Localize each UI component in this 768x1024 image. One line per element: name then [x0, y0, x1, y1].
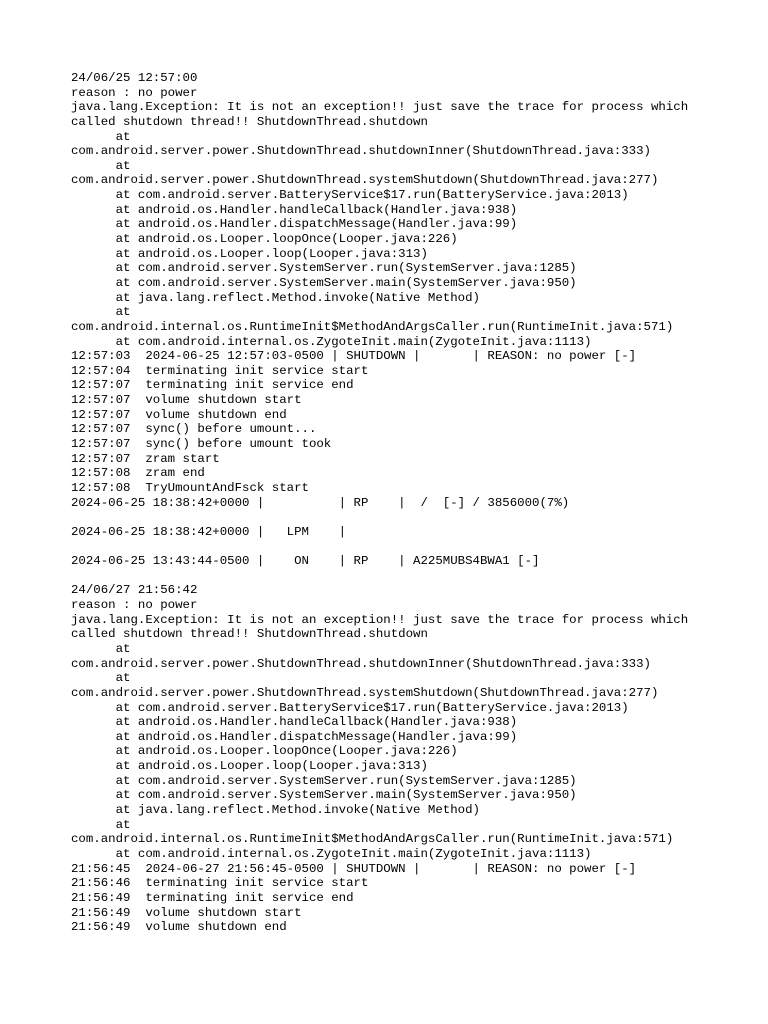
- log-line: at com.android.server.SystemServer.main(SystemServer.java:950): [71, 275, 577, 290]
- log-line: 12:57:07 terminating init service end: [71, 378, 354, 393]
- log-line: com.android.internal.os.RuntimeInit$MethodAndArgsCaller.run(RuntimeInit.java:571): [71, 832, 674, 847]
- log-line: 12:57:07 sync() before umount...: [71, 422, 317, 437]
- log-line: 21:56:49 volume shutdown end: [71, 920, 287, 935]
- log-line: at android.os.Handler.dispatchMessage(Handler.java:99): [71, 729, 518, 744]
- log-line: at com.android.server.SystemServer.run(SystemServer.java:1285): [71, 773, 577, 788]
- log-text: [71, 71, 761, 935]
- log-line: 12:57:07 zram start: [71, 451, 220, 466]
- log-line: 12:57:07 volume shutdown end: [71, 407, 287, 422]
- log-line: com.android.server.power.ShutdownThread.shutdownInner(ShutdownThread.java:333): [71, 144, 651, 159]
- log-line: 12:57:03 2024-06-25 12:57:03-0500 | SHUTDOWN | | REASON: no power [-]: [71, 349, 637, 364]
- log-line: com.android.server.power.ShutdownThread.shutdownInner(ShutdownThread.java:333): [71, 656, 651, 671]
- log-line: at android.os.Handler.handleCallback(Handler.java:938): [71, 202, 518, 217]
- log-line: at: [71, 641, 131, 656]
- log-line: at: [71, 158, 131, 173]
- log-line: java.lang.Exception: It is not an exception!! just save the trace for process which: [71, 612, 689, 627]
- log-line: at android.os.Handler.dispatchMessage(Handler.java:99): [71, 217, 518, 232]
- log-line: 2024-06-25 18:38:42+0000 | LPM |: [71, 524, 347, 539]
- log-line: at: [71, 129, 131, 144]
- log-line: 12:57:08 zram end: [71, 466, 205, 481]
- log-line: 24/06/25 12:57:00: [71, 71, 198, 85]
- log-line: 21:56:49 volume shutdown start: [71, 905, 302, 920]
- log-line: 12:57:04 terminating init service start: [71, 363, 369, 378]
- log-line: at com.android.server.SystemServer.main(SystemServer.java:950): [71, 788, 577, 803]
- log-line: [71, 510, 761, 525]
- log-line: called shutdown thread!! ShutdownThread.shutdown: [71, 114, 428, 129]
- log-line: 21:56:49 terminating init service end: [71, 890, 354, 905]
- log-line: at java.lang.reflect.Method.invoke(Native Method): [71, 290, 480, 305]
- log-line: 24/06/27 21:56:42: [71, 583, 198, 598]
- log-line: 12:57:08 TryUmountAndFsck start: [71, 480, 309, 495]
- log-line: at android.os.Looper.loop(Looper.java:313): [71, 759, 428, 774]
- log-line: 12:57:07 sync() before umount took: [71, 437, 332, 452]
- log-line: at android.os.Looper.loopOnce(Looper.java:226): [71, 232, 458, 247]
- log-line: reason : no power: [71, 598, 198, 613]
- log-line: at: [71, 305, 131, 320]
- log-line: 2024-06-25 18:38:42+0000 | | RP | / [-] / 3856000(7%): [71, 495, 570, 510]
- log-line: at: [71, 671, 131, 686]
- log-line: com.android.server.power.ShutdownThread.systemShutdown(ShutdownThread.java:277): [71, 685, 659, 700]
- log-line: reason : no power: [71, 85, 198, 100]
- log-line: com.android.internal.os.RuntimeInit$MethodAndArgsCaller.run(RuntimeInit.java:571): [71, 319, 674, 334]
- log-line: 21:56:46 terminating init service start: [71, 876, 369, 891]
- log-line: called shutdown thread!! ShutdownThread.shutdown: [71, 627, 428, 642]
- log-line: at: [71, 817, 131, 832]
- log-line: at android.os.Handler.handleCallback(Handler.java:938): [71, 715, 518, 730]
- log-line: at java.lang.reflect.Method.invoke(Native Method): [71, 803, 480, 818]
- log-line: at com.android.server.SystemServer.run(SystemServer.java:1285): [71, 261, 577, 276]
- log-line: 2024-06-25 13:43:44-0500 | ON | RP | A225MUBS4BWA1 [-]: [71, 554, 540, 569]
- log-line: java.lang.Exception: It is not an exception!! just save the trace for process which: [71, 100, 689, 115]
- log-line: 12:57:07 volume shutdown start: [71, 393, 302, 408]
- log-line: [71, 569, 761, 584]
- log-line: [71, 540, 761, 555]
- log-line: at com.android.internal.os.ZygoteInit.main(ZygoteInit.java:1113): [71, 846, 592, 861]
- log-line: at com.android.server.BatteryService$17.run(BatteryService.java:2013): [71, 700, 629, 715]
- log-line: com.android.server.power.ShutdownThread.systemShutdown(ShutdownThread.java:277): [71, 173, 659, 188]
- log-line: 21:56:45 2024-06-27 21:56:45-0500 | SHUTDOWN | | REASON: no power [-]: [71, 861, 637, 876]
- log-line: at com.android.server.BatteryService$17.run(BatteryService.java:2013): [71, 188, 629, 203]
- log-line: at android.os.Looper.loopOnce(Looper.java:226): [71, 744, 458, 759]
- log-line: at com.android.internal.os.ZygoteInit.main(ZygoteInit.java:1113): [71, 334, 592, 349]
- log-line: at android.os.Looper.loop(Looper.java:313): [71, 246, 428, 261]
